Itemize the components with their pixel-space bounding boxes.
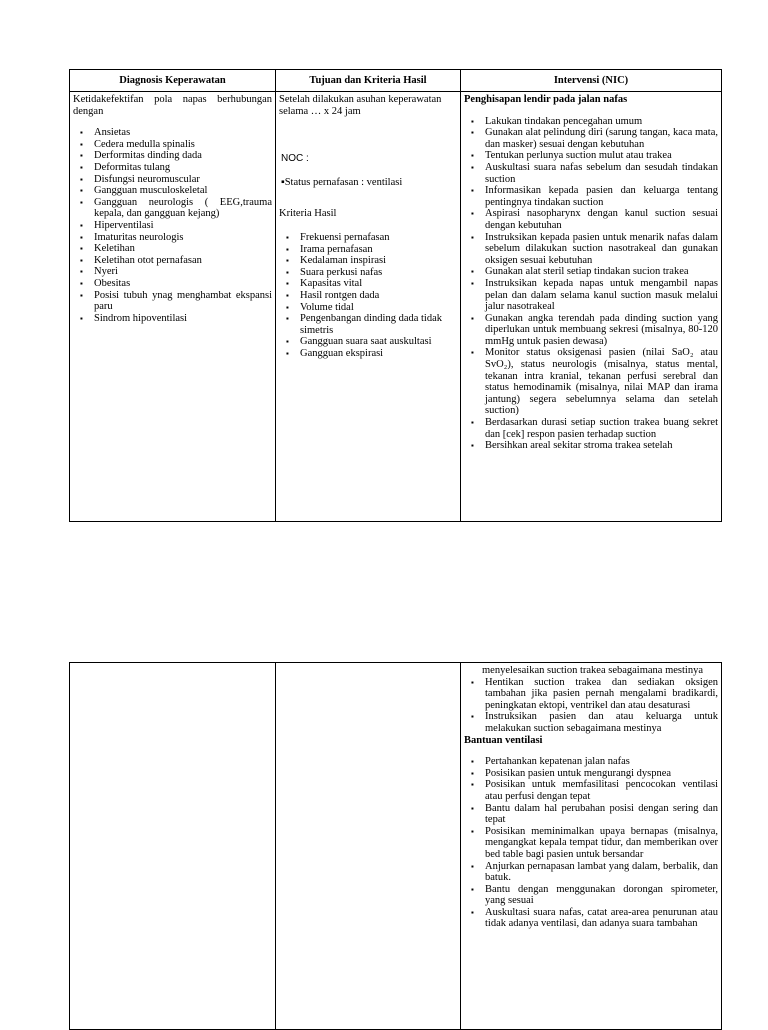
list-item: ▪ Suara perkusi nafas (300, 267, 457, 279)
list-item: ▪ Gangguan musculoskeletal (94, 185, 272, 197)
list-item: ▪ Posisi tubuh ynag menghambat ekspansi paru (94, 290, 272, 313)
ventilation-list (464, 756, 718, 930)
list-item: ▪ Gunakan alat steril setiap tindakan sucion trakea (485, 266, 718, 278)
diagnosis-cell (70, 92, 276, 522)
goals-intro: Setelah dilakukan asuhan keperawatan selama … x 24 jam (279, 94, 442, 117)
list-item: ▪ Kedalaman inspirasi (300, 255, 457, 267)
list-item: ▪ Sindrom hipoventilasi (94, 313, 272, 325)
list-item: ▪ Obesitas (94, 278, 272, 290)
noc-item: ▪Status pernafasan : ventilasi (281, 176, 403, 188)
interventions-cell (461, 92, 722, 522)
list-item: ▪ Lakukan tindakan pencegahan umum (485, 116, 718, 128)
section-title-ventilation: Bantuan ventilasi (464, 734, 543, 746)
list-item: ▪ Hasil rontgen dada (300, 290, 457, 302)
list-item: ▪ Derformitas dinding dada (94, 150, 272, 162)
list-item: ▪ Instruksikan kepada pasien untuk menarik nafas dalam sebelum dilakukan suction nasotrakeal dan gunakan oksigen sesuai kebutuhan (485, 232, 718, 267)
list-item: ▪ Disfungsi neuromuscular (94, 174, 272, 186)
list-item: ▪ Posisikan pasien untuk mengurangi dyspnea (485, 768, 718, 780)
section-title-suction: Penghisapan lendir pada jalan nafas (464, 94, 628, 105)
list-item: ▪ Monitor status oksigenasi pasien (nilai SaO₂ atau SvO₂), status neurologis (misalnya, status mental, tekanan intra kranial, tekanan perfusi serebral dan status hemodinamik (misalnya, nilai MAP dan irama jantung) segera sebelumnya selama dan setelah suction) (485, 347, 718, 417)
nursing-care-table-part-2 (69, 662, 722, 1030)
criteria-label: Kriteria Hasil (279, 208, 337, 220)
list-item: ▪ Pengenbangan dinding dada tidak simetris (300, 313, 457, 336)
table-row (70, 663, 722, 1030)
list-item: ▪ Nyeri (94, 266, 272, 278)
header-goals: Tujuan dan Kriteria Hasil (276, 70, 461, 92)
list-item: ▪ Ansietas (94, 127, 272, 139)
list-item: ▪ Instruksikan kepada napas untuk mengambil napas pelan dan dalam selama kanul suction masuk melalui jalur nasotrakeal (485, 278, 718, 313)
list-item: ▪ Imaturitas neurologis (94, 232, 272, 244)
list-item: ▪ Kapasitas vital (300, 278, 457, 290)
list-item: ▪ Keletihan otot pernafasan (94, 255, 272, 267)
table-header-row (70, 70, 722, 92)
list-item: ▪ Auskultasi suara nafas, catat area-area penurunan atau tidak adanya ventilasi, dan adanya suara tambahan (485, 907, 718, 930)
list-item: ▪ Irama pernafasan (300, 244, 457, 256)
list-item: ▪ Volume tidal (300, 302, 457, 314)
list-item: ▪ Informasikan kepada pasien dan keluarga tentang pentingnya tindakan suction (485, 185, 718, 208)
interventions-cell-continued (461, 663, 722, 1030)
noc-label: NOC : (281, 153, 309, 165)
suction-list-continued (464, 677, 718, 735)
criteria-list (279, 232, 457, 360)
list-item: ▪ Gunakan alat pelindung diri (sarung tangan, kaca mata, dan masker) sesuai dengan kebutuhan (485, 127, 718, 150)
continued-text: menyelesaikan suction trakea sebagaimana mestinya (482, 665, 703, 676)
diagnosis-list (73, 127, 272, 324)
suction-list (464, 116, 718, 452)
list-item: ▪ Bersihkan areal sekitar stroma trakea setelah (485, 440, 718, 452)
list-item: ▪ Pertahankan kepatenan jalan nafas (485, 756, 718, 768)
diagnosis-title: Ketidakefektifan pola napas berhubungan dengan (73, 94, 272, 117)
list-item: ▪ Aspirasi nasopharynx dengan kanul suction sesuai dengan kebutuhan (485, 208, 718, 231)
diagnosis-cell-empty (70, 663, 276, 1030)
list-item: ▪ Cedera medulla spinalis (94, 139, 272, 151)
list-item: ▪ Gunakan angka terendah pada dinding suction yang diperlukan untuk membuang sekresi (misalnya, 80-120 mmHg untuk pasien dewasa) (485, 313, 718, 348)
header-diagnosis: Diagnosis Keperawatan (70, 70, 276, 92)
table-row (70, 92, 722, 522)
list-item: ▪ Hentikan suction trakea dan sediakan oksigen tambahan jika pasien pernah mengalami bradikardi, peningkatan ektopi, ventrikel dan atau desaturasi (485, 677, 718, 712)
list-item: ▪ Gangguan ekspirasi (300, 348, 457, 360)
list-item: ▪ Berdasarkan durasi setiap suction trakea buang sekret dan [cek] respon pasien terhadap suction (485, 417, 718, 440)
list-item: ▪ Frekuensi pernafasan (300, 232, 457, 244)
list-item: ▪ Auskultasi suara nafas sebelum dan sesudah tindakan suction (485, 162, 718, 185)
nursing-care-table-part-1 (69, 69, 722, 522)
list-item: ▪ Bantu dalam hal perubahan posisi dengan sering dan tepat (485, 803, 718, 826)
list-item: ▪ Gangguan neurologis ( EEG,trauma kepala, dan gangguan kejang) (94, 197, 272, 220)
list-item: ▪ Posisikan meminimalkan upaya bernapas (misalnya, mengangkat kepala tempat tidur, dan memberikan over bed table bagi pasien untuk bersandar (485, 826, 718, 861)
list-item: ▪ Bantu dengan menggunakan dorongan spirometer, yang sesuai (485, 884, 718, 907)
list-item: ▪ Hiperventilasi (94, 220, 272, 232)
list-item: ▪ Posisikan untuk memfasilitasi pencocokan ventilasi atau perfusi dengan tepat (485, 779, 718, 802)
list-item: ▪ Deformitas tulang (94, 162, 272, 174)
list-item: ▪ Anjurkan pernapasan lambat yang dalam, berbalik, dan batuk. (485, 861, 718, 884)
goals-cell-empty (276, 663, 461, 1030)
list-item: ▪ Gangguan suara saat auskultasi (300, 336, 457, 348)
header-interventions: Intervensi (NIC) (461, 70, 722, 92)
list-item: ▪ Tentukan perlunya suction mulut atau trakea (485, 150, 718, 162)
list-item: ▪ Keletihan (94, 243, 272, 255)
goals-cell (276, 92, 461, 522)
list-item: ▪ Instruksikan pasien dan atau keluarga untuk melakukan suction sebagaimana mestinya (485, 711, 718, 734)
